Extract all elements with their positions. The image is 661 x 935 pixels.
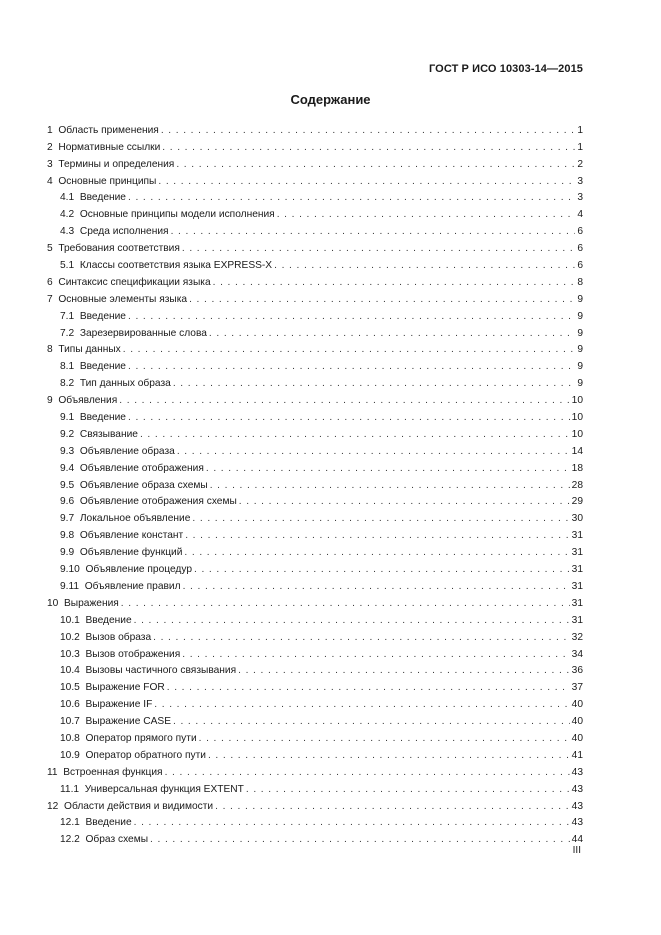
toc-leader-dots (274, 259, 575, 272)
toc-entry-label: Выражение IF (85, 699, 153, 711)
toc-leader-dots (154, 698, 569, 711)
toc-leader-dots (185, 529, 569, 542)
toc-entry-title (60, 648, 180, 661)
toc-leader-dots (173, 377, 576, 390)
toc-entry-label: Объявления (58, 395, 118, 407)
toc-entry-label: Классы соответствия языка EXPRESS-X (79, 260, 273, 272)
toc-entry-title (60, 462, 204, 475)
toc-entry-number: 12.1 (60, 817, 80, 829)
toc-entry-title (60, 816, 132, 829)
toc-entry-label: Тип данных образа (79, 378, 171, 390)
toc-entry-title (60, 445, 175, 458)
toc-entry-page: 9 (577, 310, 583, 322)
toc-entry-label: Основные принципы модели исполнения (79, 209, 275, 221)
toc-entry-title (60, 208, 275, 221)
toc-entry-title (47, 276, 211, 289)
toc-entry-title (60, 681, 165, 694)
toc-entry-title (60, 580, 181, 593)
toc-entry-page: 43 (571, 783, 583, 795)
toc-leader-dots (199, 732, 570, 745)
toc-leader-dots (119, 394, 569, 407)
toc-entry-page: 34 (571, 648, 583, 660)
toc-entry-page: 9 (577, 344, 583, 356)
toc-entry-page: 6 (577, 243, 583, 255)
toc-entry-number: 10.9 (60, 749, 80, 761)
toc-entry-label: Объявление констант (79, 530, 184, 542)
toc-entry-page: 43 (571, 800, 583, 812)
toc-entry-title (60, 360, 126, 373)
toc-entry[interactable] (47, 661, 583, 678)
toc-title: Содержание (290, 92, 371, 107)
toc-entry-number: 7.1 (60, 310, 75, 322)
toc-entry-page: 41 (571, 749, 583, 761)
toc-entry-number: 9.2 (60, 428, 75, 440)
toc-entry-title (60, 563, 192, 576)
toc-entry-label: Оператор обратного пути (85, 749, 206, 761)
toc-leader-dots (176, 158, 575, 171)
toc-leader-dots (162, 141, 575, 154)
toc-entry-number: 11 (47, 766, 58, 778)
toc-entry[interactable] (47, 728, 583, 745)
toc-entry-page: 14 (571, 445, 583, 457)
page-number: III (572, 845, 581, 856)
toc-entry-label: Основные элементы языка (58, 293, 188, 305)
toc-entry-title (47, 124, 159, 137)
toc-entry-page: 10 (571, 412, 583, 424)
toc-entry-number: 9.5 (60, 479, 75, 491)
toc-entry-page: 44 (571, 834, 583, 846)
toc-entry-page: 31 (571, 564, 583, 576)
toc-entry-page: 6 (577, 226, 583, 238)
table-of-contents (47, 120, 583, 846)
toc-entry[interactable] (47, 238, 583, 255)
toc-entry-label: Объявление отображения схемы (79, 496, 237, 508)
toc-leader-dots (192, 512, 569, 525)
toc-leader-dots (213, 276, 576, 289)
toc-entry-title (60, 749, 206, 762)
toc-entry-number: 9.7 (60, 513, 75, 525)
toc-leader-dots (206, 462, 570, 475)
toc-entry-page: 3 (577, 175, 583, 187)
toc-entry-number: 10.8 (60, 732, 80, 744)
toc-leader-dots (150, 833, 570, 846)
toc-entry-number: 7.2 (60, 327, 75, 339)
toc-entry-label: Вызовы частичного связывания (85, 665, 237, 677)
toc-entry-page: 32 (571, 631, 583, 643)
toc-entry-page: 40 (571, 732, 583, 744)
toc-entry-label: Объявление процедур (85, 564, 193, 576)
toc-entry-label: Введение (85, 817, 132, 829)
toc-entry-label: Выражения (64, 597, 119, 609)
toc-entry-label: Синтаксис спецификации языка (58, 276, 211, 288)
toc-leader-dots (184, 546, 569, 559)
toc-entry[interactable] (47, 694, 583, 711)
toc-entry-number: 9.1 (60, 412, 75, 424)
toc-entry-label: Требования соответствия (58, 243, 180, 255)
toc-leader-dots (194, 563, 570, 576)
toc-leader-dots (208, 749, 570, 762)
toc-entry[interactable] (47, 525, 583, 542)
toc-entry[interactable] (47, 340, 583, 357)
toc-entry-number: 3 (47, 158, 53, 170)
toc-entry[interactable] (47, 306, 583, 323)
toc-leader-dots (134, 614, 570, 627)
toc-entry-title (47, 175, 156, 188)
toc-entry-number: 4.1 (60, 192, 75, 204)
toc-entry[interactable] (47, 542, 583, 559)
toc-entry[interactable] (47, 644, 583, 661)
toc-entry-number: 7 (47, 293, 53, 305)
toc-entry-page: 31 (571, 580, 583, 592)
toc-entry-label: Универсальная функция EXTENT (84, 783, 244, 795)
toc-entry-label: Типы данных (58, 344, 121, 356)
toc-leader-dots (128, 310, 575, 323)
toc-entry-title (60, 715, 171, 728)
toc-entry-number: 10.3 (60, 648, 80, 660)
toc-entry-label: Зарезервированные слова (79, 327, 207, 339)
toc-entry-number: 6 (47, 276, 53, 288)
toc-entry-number: 10.6 (60, 699, 80, 711)
toc-entry-label: Встроенная функция (63, 766, 163, 778)
toc-entry[interactable] (47, 373, 583, 390)
toc-entry-label: Термины и определения (58, 158, 175, 170)
toc-entry-number: 4.2 (60, 209, 75, 221)
toc-entry[interactable] (47, 627, 583, 644)
toc-entry[interactable] (47, 779, 583, 796)
toc-entry-title (60, 495, 237, 508)
toc-entry[interactable] (47, 559, 583, 576)
toc-entry-number: 4.3 (60, 226, 75, 238)
toc-entry-title (60, 310, 126, 323)
toc-entry-number: 2 (47, 141, 53, 153)
toc-leader-dots (215, 800, 570, 813)
toc-entry-label: Объявление образа схемы (79, 479, 208, 491)
toc-entry[interactable] (47, 829, 583, 846)
toc-entry-page: 31 (571, 547, 583, 559)
toc-entry-title (47, 242, 180, 255)
toc-entry-page: 10 (571, 395, 583, 407)
toc-entry-title (60, 546, 182, 559)
toc-entry[interactable] (47, 171, 583, 188)
toc-entry-number: 8 (47, 344, 53, 356)
toc-entry-page: 4 (577, 209, 583, 221)
toc-entry-label: Выражение CASE (85, 716, 171, 728)
toc-entry-title (60, 783, 244, 796)
toc-entry-page: 1 (577, 124, 583, 136)
toc-entry-number: 10 (47, 597, 59, 609)
toc-entry-title (60, 411, 126, 424)
toc-entry-number: 9.6 (60, 496, 75, 508)
toc-entry[interactable] (47, 508, 583, 525)
toc-entry-title (60, 327, 207, 340)
toc-entry[interactable] (47, 120, 583, 137)
toc-leader-dots (183, 580, 570, 593)
toc-entry-page: 40 (571, 716, 583, 728)
toc-entry-title (47, 766, 163, 779)
toc-entry-label: Область применения (58, 124, 159, 136)
toc-entry-number: 5 (47, 243, 53, 255)
toc-entry-title (60, 614, 132, 627)
toc-entry-label: Введение (85, 614, 132, 626)
toc-leader-dots (173, 715, 570, 728)
toc-entry-number: 12 (47, 800, 59, 812)
toc-entry-label: Вызов образа (85, 631, 152, 643)
toc-leader-dots (140, 428, 570, 441)
toc-entry-number: 9.10 (60, 564, 80, 576)
toc-entry-page: 3 (577, 192, 583, 204)
toc-entry-label: Введение (79, 361, 126, 373)
toc-leader-dots (123, 343, 576, 356)
toc-entry[interactable] (47, 154, 583, 171)
toc-entry-title (60, 512, 190, 525)
toc-entry[interactable] (47, 390, 583, 407)
toc-entry-page: 8 (577, 276, 583, 288)
toc-entry-number: 9.4 (60, 462, 75, 474)
toc-entry-label: Введение (79, 310, 126, 322)
toc-entry-label: Объявление образа (79, 445, 175, 457)
toc-leader-dots (209, 327, 575, 340)
toc-leader-dots (158, 175, 575, 188)
toc-leader-dots (128, 360, 575, 373)
toc-entry-page: 9 (577, 293, 583, 305)
toc-entry-title (47, 800, 213, 813)
toc-entry-number: 11.1 (60, 783, 80, 795)
toc-entry-label: Нормативные ссылки (58, 141, 161, 153)
toc-entry-title (60, 225, 169, 238)
toc-leader-dots (182, 648, 569, 661)
toc-leader-dots (165, 766, 570, 779)
toc-entry[interactable] (47, 492, 583, 509)
toc-leader-dots (182, 242, 575, 255)
toc-entry-number: 10.4 (60, 665, 80, 677)
toc-entry-title (47, 158, 174, 171)
toc-entry-page: 10 (571, 428, 583, 440)
toc-entry[interactable] (47, 593, 583, 610)
toc-entry[interactable] (47, 762, 583, 779)
toc-entry[interactable] (47, 272, 583, 289)
toc-leader-dots (246, 783, 570, 796)
toc-entry-page: 2 (577, 158, 583, 170)
toc-entry-number: 12.2 (60, 834, 80, 846)
toc-entry-page: 31 (571, 530, 583, 542)
toc-entry-number: 9.11 (60, 580, 80, 592)
toc-entry-title (60, 191, 126, 204)
toc-entry[interactable] (47, 813, 583, 830)
toc-entry[interactable] (47, 323, 583, 340)
toc-entry-label: Объявление функций (79, 547, 183, 559)
toc-leader-dots (128, 411, 570, 424)
toc-entry-page: 43 (571, 817, 583, 829)
toc-leader-dots (189, 293, 575, 306)
toc-entry-page: 36 (571, 665, 583, 677)
toc-entry-page: 9 (577, 361, 583, 373)
toc-entry-number: 8.1 (60, 361, 75, 373)
toc-entry-number: 8.2 (60, 378, 75, 390)
toc-entry[interactable] (47, 407, 583, 424)
toc-entry-number: 1 (47, 124, 53, 136)
toc-entry-page: 31 (571, 597, 583, 609)
toc-entry[interactable] (47, 221, 583, 238)
toc-entry-number: 10.7 (60, 716, 80, 728)
toc-entry-label: Области действия и видимости (64, 800, 214, 812)
toc-entry-number: 9.3 (60, 445, 75, 457)
toc-entry-page: 18 (571, 462, 583, 474)
toc-entry[interactable] (47, 204, 583, 221)
toc-entry-number: 9.8 (60, 530, 75, 542)
toc-entry-title (60, 529, 183, 542)
toc-entry-page: 37 (571, 682, 583, 694)
toc-entry-title (60, 428, 138, 441)
toc-entry[interactable] (47, 677, 583, 694)
toc-entry-label: Выражение FOR (85, 682, 165, 694)
toc-entry-page: 28 (571, 479, 583, 491)
toc-leader-dots (167, 681, 570, 694)
toc-leader-dots (277, 208, 576, 221)
toc-entry[interactable] (47, 356, 583, 373)
toc-entry-page: 6 (577, 260, 583, 272)
toc-leader-dots (153, 631, 570, 644)
toc-entry[interactable] (47, 745, 583, 762)
toc-entry[interactable] (47, 255, 583, 272)
toc-leader-dots (238, 664, 570, 677)
toc-entry-number: 5.1 (60, 260, 75, 272)
toc-entry[interactable] (47, 796, 583, 813)
toc-entry[interactable] (47, 475, 583, 492)
toc-entry-page: 1 (577, 141, 583, 153)
toc-entry[interactable] (47, 424, 583, 441)
toc-entry-number: 9.9 (60, 547, 75, 559)
toc-entry-page: 31 (571, 614, 583, 626)
toc-entry-title (47, 141, 160, 154)
toc-entry[interactable] (47, 441, 583, 458)
toc-entry-page: 40 (571, 699, 583, 711)
toc-entry-page: 9 (577, 378, 583, 390)
toc-entry-title (47, 293, 187, 306)
toc-entry-title (60, 698, 152, 711)
toc-entry-label: Объявление правил (84, 580, 181, 592)
toc-entry-label: Локальное объявление (79, 513, 191, 525)
toc-entry-label: Связывание (79, 428, 138, 440)
toc-leader-dots (121, 597, 570, 610)
toc-entry-number: 9 (47, 395, 53, 407)
toc-leader-dots (134, 816, 570, 829)
toc-entry-label: Оператор прямого пути (85, 732, 197, 744)
toc-entry-label: Образ схемы (85, 834, 149, 846)
toc-entry-title (60, 377, 171, 390)
toc-entry-title (47, 394, 117, 407)
toc-entry-title (60, 833, 148, 846)
toc-entry[interactable] (47, 188, 583, 205)
toc-entry-label: Вызов отображения (85, 648, 181, 660)
toc-entry-title (60, 631, 151, 644)
toc-entry-title (47, 343, 121, 356)
toc-entry-label: Объявление отображения (79, 462, 204, 474)
toc-leader-dots (171, 225, 576, 238)
toc-entry[interactable] (47, 576, 583, 593)
toc-entry-label: Основные принципы (58, 175, 157, 187)
toc-entry[interactable] (47, 610, 583, 627)
toc-entry-title (60, 732, 197, 745)
toc-entry[interactable] (47, 289, 583, 306)
toc-entry[interactable] (47, 137, 583, 154)
toc-entry-page: 30 (571, 513, 583, 525)
toc-entry-number: 10.2 (60, 631, 80, 643)
toc-entry-label: Среда исполнения (79, 226, 169, 238)
toc-entry-title (60, 664, 236, 677)
toc-entry-page: 43 (571, 766, 583, 778)
toc-entry-title (60, 259, 272, 272)
toc-leader-dots (239, 495, 570, 508)
toc-entry-number: 10.5 (60, 682, 80, 694)
toc-entry-page: 29 (571, 496, 583, 508)
toc-entry-label: Введение (79, 192, 126, 204)
toc-entry-title (47, 597, 119, 610)
toc-entry-number: 4 (47, 175, 53, 187)
toc-leader-dots (128, 191, 575, 204)
document-id-header: ГОСТ Р ИСО 10303-14—2015 (428, 63, 583, 75)
toc-entry-title (60, 479, 208, 492)
toc-leader-dots (210, 479, 570, 492)
toc-entry-number: 10.1 (60, 614, 80, 626)
toc-entry-page: 9 (577, 327, 583, 339)
toc-leader-dots (161, 124, 576, 137)
toc-entry-label: Введение (79, 412, 126, 424)
toc-entry[interactable] (47, 458, 583, 475)
toc-leader-dots (177, 445, 570, 458)
toc-entry[interactable] (47, 711, 583, 728)
